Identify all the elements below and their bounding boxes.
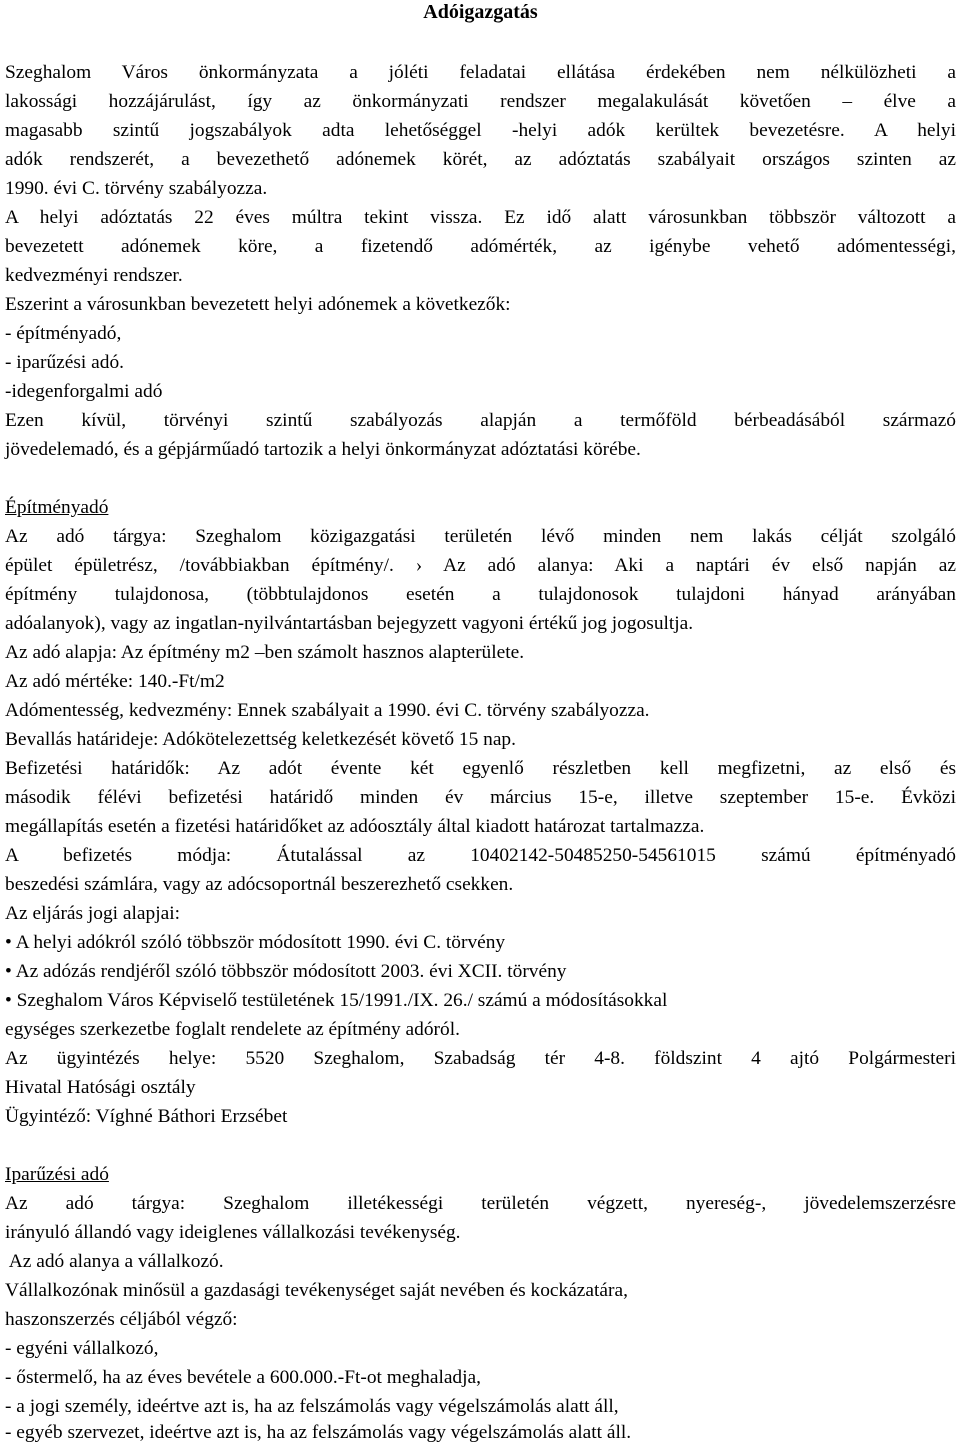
section-heading-iparuzesi: Iparűzési adó — [5, 1164, 109, 1185]
iparuzesi-line: Az adó alanya a vállalkozó. — [5, 1251, 224, 1272]
bullet-item: • A helyi adókról szóló többször módosított 1990. évi C. törvény — [5, 932, 506, 953]
intro-line: 1990. évi C. törvény szabályozza. — [5, 178, 268, 199]
bullet-item: • Szeghalom Város Képviselő testületének 15/1991./IX. 26./ számú a módosításokkal — [5, 990, 668, 1011]
intro-line: Eszerint a városunkban bevezetett helyi adónemek a következők: — [5, 294, 511, 315]
section-heading-epitmenyado: Építményadó — [5, 497, 109, 518]
epitmenyado-line: második félévi befizetési határidő minden év március 15-e, illetve szeptember 15-e. Évközi — [5, 787, 956, 808]
epitmenyado-line: Befizetési határidők: Az adót évente két egyenlő részletben kell megfizetni, az első és — [5, 758, 956, 779]
epitmenyado-line: épület épületrész, /továbbiakban építmény/. › Az adó alanya: Aki a naptári év első napján az — [5, 555, 956, 576]
intro-line: A helyi adóztatás 22 éves múltra tekint vissza. Ez idő alatt városunkban többször változott a — [5, 207, 956, 228]
epitmenyado-line: Az adó tárgya: Szeghalom közigazgatási területén lévő minden nem lakás célját szolgáló — [5, 526, 956, 547]
intro-line: jövedelemadó, és a gépjárműadó tartozik a helyi önkormányzat adóztatási körébe. — [5, 439, 641, 460]
epitmenyado-line: adóalanyok), vagy az ingatlan-nyilvántartásban bejegyzett vagyoni értékű jog jogosultja. — [5, 613, 694, 634]
epitmenyado-line: építmény tulajdonosa, (többtulajdonos esetén a tulajdonosok tulajdoni hányad arányában — [5, 584, 956, 605]
intro-line: bevezetett adónemek köre, a fizetendő adómérték, az igénybe vehető adómentességi, — [5, 236, 956, 257]
intro-line: Ezen kívül, törvényi szintű szabályozás alapján a termőföld bérbeadásából származó — [5, 410, 956, 431]
epitmenyado-line: egységes szerkezetbe foglalt rendelete az építmény adóról. — [5, 1019, 460, 1040]
intro-line: magasabb szintű jogszabályok adta lehetőséggel -helyi adók kerültek bevezetésre. A helyi — [5, 120, 956, 141]
intro-line: -idegenforgalmi adó — [5, 381, 163, 402]
list-item: - őstermelő, ha az éves bevétele a 600.000.-Ft-ot meghaladja, — [5, 1367, 481, 1388]
iparuzesi-line: Vállalkozónak minősül a gazdasági tevékenységet saját nevében és kockázatára, — [5, 1280, 628, 1301]
iparuzesi-line: irányuló állandó vagy ideiglenes vállalkozási tevékenység. — [5, 1222, 461, 1243]
list-item: - egyéni vállalkozó, — [5, 1338, 159, 1359]
intro-line: lakossági hozzájárulást, így az önkormányzati rendszer megalakulását követően – élve a — [5, 91, 956, 112]
iparuzesi-line: haszonszerzés céljából végző: — [5, 1309, 238, 1330]
epitmenyado-line: beszedési számlára, vagy az adócsoportnál beszerezhető csekken. — [5, 874, 514, 895]
epitmenyado-line: A befizetés módja: Átutalással az 10402142-50485250-54561015 számú építményadó — [5, 845, 956, 866]
epitmenyado-line: Az adó alapja: Az építmény m2 –ben számolt hasznos alapterülete. — [5, 642, 525, 663]
epitmenyado-line: Az ügyintézés helye: 5520 Szeghalom, Szabadság tér 4-8. földszint 4 ajtó Polgármesteri — [5, 1048, 956, 1069]
intro-line: - iparűzési adó. — [5, 352, 124, 373]
epitmenyado-line: megállapítás esetén a fizetési határidőket az adóosztály által kiadott határozat tartalmazza. — [5, 816, 705, 837]
list-item: - a jogi személy, ideértve azt is, ha az felszámolás vagy végelszámolás alatt áll, — [5, 1396, 619, 1417]
epitmenyado-line: Hivatal Hatósági osztály — [5, 1077, 196, 1098]
intro-line: Szeghalom Város önkormányzata a jóléti feladatai ellátása érdekében nem nélkülözheti a — [5, 62, 956, 83]
epitmenyado-line: Ügyintéző: Víghné Báthori Erzsébet — [5, 1106, 288, 1127]
epitmenyado-line: Adómentesség, kedvezmény: Ennek szabályait a 1990. évi C. törvény szabályozza. — [5, 700, 650, 721]
epitmenyado-line: Az adó mértéke: 140.-Ft/m2 — [5, 671, 225, 692]
document-title: Adóigazgatás — [423, 1, 538, 23]
list-item: - egyéb szervezet, ideértve azt is, ha az felszámolás vagy végelszámolás alatt áll. — [5, 1422, 632, 1443]
intro-line: - építményadó, — [5, 323, 122, 344]
epitmenyado-line: Az eljárás jogi alapjai: — [5, 903, 180, 924]
intro-line: adók rendszerét, a bevezethető adónemek körét, az adóztatás szabályait országos szinten az — [5, 149, 956, 170]
bullet-item: • Az adózás rendjéről szóló többször módosított 2003. évi XCII. törvény — [5, 961, 567, 982]
iparuzesi-line: Az adó tárgya: Szeghalom illetékességi területén végzett, nyereség-, jövedelemszerzésre — [5, 1193, 956, 1214]
epitmenyado-line: Bevallás határideje: Adókötelezettség keletkezését követő 15 nap. — [5, 729, 516, 750]
intro-line: kedvezményi rendszer. — [5, 265, 183, 286]
